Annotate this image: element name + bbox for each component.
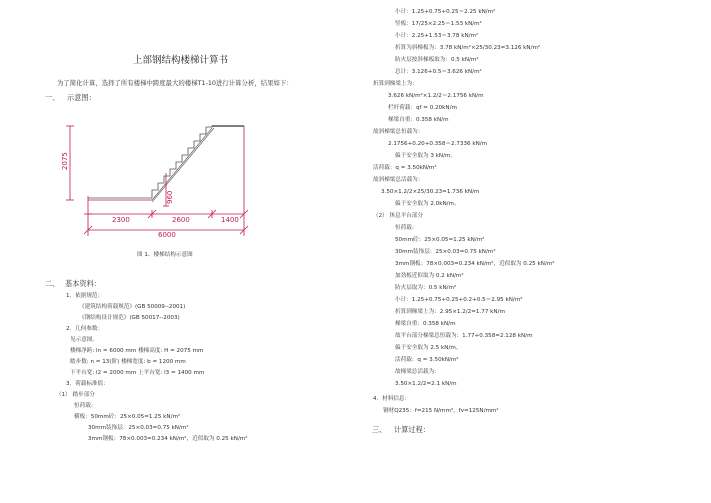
right-line-12: 2.1756+0.20+0.358＝2.7336 kN/m [388,141,488,147]
section-1-number: 一、 [45,93,60,102]
right-line-28: 故平台部分梯梁总恒载为：1.77+0.358=2.128 kN/m [395,333,533,339]
dim-height: 2075 [61,152,69,170]
right-line-15: 故斜梯梁总活载为： [373,177,424,183]
right-line-7: 折算到梯梁上为： [373,81,418,87]
section-1-title: 示意图： [67,93,96,102]
right-line-26: 折算到梯梁上为：2.95×1.2/2=1.77 kN/m [395,309,505,315]
left-line-9: 3．荷载标准值： [66,381,109,387]
left-line-6: 楼梯净跨: ln = 6000 mm 楼梯高度: H = 2075 mm [70,348,204,354]
right-line-6: 总计：3.126+0.5＝3.626 kN/m² [395,69,482,75]
right-line-5: 防火层按斜梯板取为：0.5 kN/m² [395,57,479,63]
right-line-2: 竖板：17/25×2.25＝1.53 kN/m² [395,21,482,27]
right-line-3: 小计：2.25+1.53＝3.78 kN/m² [395,33,479,39]
section-3-title: 计算过程： [394,425,430,434]
right-line-10: 梯梁自重：0.358 kN/m [388,117,449,123]
right-line-17: 偏于安全取为 2.0kN/m。 [395,201,460,207]
figure-caption: 图 1、楼梯结构示意图 [137,252,193,258]
right-line-4: 折算为斜梯板为：3.78 kN/m²×25/30.23=3.126 kN/m² [395,45,541,51]
right-line-30: 活荷载：q = 3.50kN/m² [395,357,459,363]
right-line-16: 3.50×1.2/2×25/30.23=1.736 kN/m [381,189,480,195]
right-line-23: 加劲板近似取为 0.2 kN/m² [395,273,464,279]
section-2-title: 基本资料： [65,279,101,288]
right-line-25: 小计：1.25+0.75+0.25+0.2+0.5＝2.95 kN/m² [395,297,523,303]
left-line-5: 见示意图。 [70,337,98,343]
right-line-31: 故梯梁总活载为： [395,369,440,375]
left-line-3: 《钢结构设计规范》(GB 50017--2003) [79,315,180,321]
left-line-2: 《建筑结构荷载规范》(GB 50009--2001) [79,304,186,310]
right-line-24: 防火层取为：0.5 kN/m² [395,285,457,291]
right-line-9: 栏杆荷载：qf = 0.20kN/m [388,105,457,111]
right-line-18: （2） 休息平台部分 [373,213,424,219]
right-line-19: 恒荷载： [395,225,418,231]
right-line-20: 50mm砼：25×0.05=1.25 kN/m² [395,237,485,243]
right-line-33: 4．材料信息： [373,396,411,402]
right-line-32: 3.50×1.2/2=2.1 kN/m [395,381,457,387]
right-line-29: 偏于安全取为 2.5 kN/m。 [395,345,462,351]
dim-1400: 1400 [221,216,239,224]
dim-step: 960 [166,190,174,204]
right-line-21: 30mm装饰层：25×0.03=0.75 kN/m² [395,249,496,255]
right-line-34: 钢材Q235：f=215 N/mm²，fv=125N/mm² [383,408,499,414]
page-title: 上部钢结构楼梯计算书 [133,55,229,66]
dim-2600: 2600 [172,216,190,224]
left-line-4: 2．几何参数： [66,326,104,332]
left-line-1: 1．依据规范： [66,293,104,299]
left-line-14: 3mm钢板：78×0.003=0.234 kN/m²，近似取为 0.25 kN/m² [88,436,248,442]
intro-text: 为了简化计算，选择了所有楼梯中跨度最大的楼梯T1-10进行计算分析，结果如下： [57,79,293,87]
left-line-7: 踏步数: n = 13(阶) 楼梯宽度: b = 1200 mm [70,359,186,365]
left-line-13: 30mm装饰层：25×0.03=0.75 kN/m² [88,425,189,431]
dim-2300: 2300 [112,216,130,224]
left-line-11: 恒荷载： [74,403,97,409]
right-line-13: 偏于安全取为 3 kN/m。 [395,153,457,159]
right-line-11: 故斜梯梁总恒载为： [373,129,424,135]
right-line-1: 小计：1.25+0.75+0.25＝2.25 kN/m² [395,9,496,15]
section-2-number: 二、 [45,279,60,288]
right-line-14: 活荷载：q = 3.50kN/m² [373,165,437,171]
section-3-number: 三、 [372,425,387,434]
right-line-8: 3.626 kN/m²×1.2/2＝2.1756 kN/m [388,93,484,99]
right-line-27: 梯梁自重：0.358 kN/m [395,321,456,327]
left-line-10: （1） 踏步部分 [56,392,95,398]
dim-total: 6000 [158,231,176,239]
left-line-12: 横板：50mm砼：25×0.05=1.25 kN/m² [74,414,181,420]
left-line-8: 下平台宽: l2 = 2000 mm 上平台宽: l3 = 1400 mm [70,370,205,376]
right-line-22: 3mm钢板：78×0.003=0.234 kN/m²，近似取为 0.25 kN/m² [395,261,555,267]
